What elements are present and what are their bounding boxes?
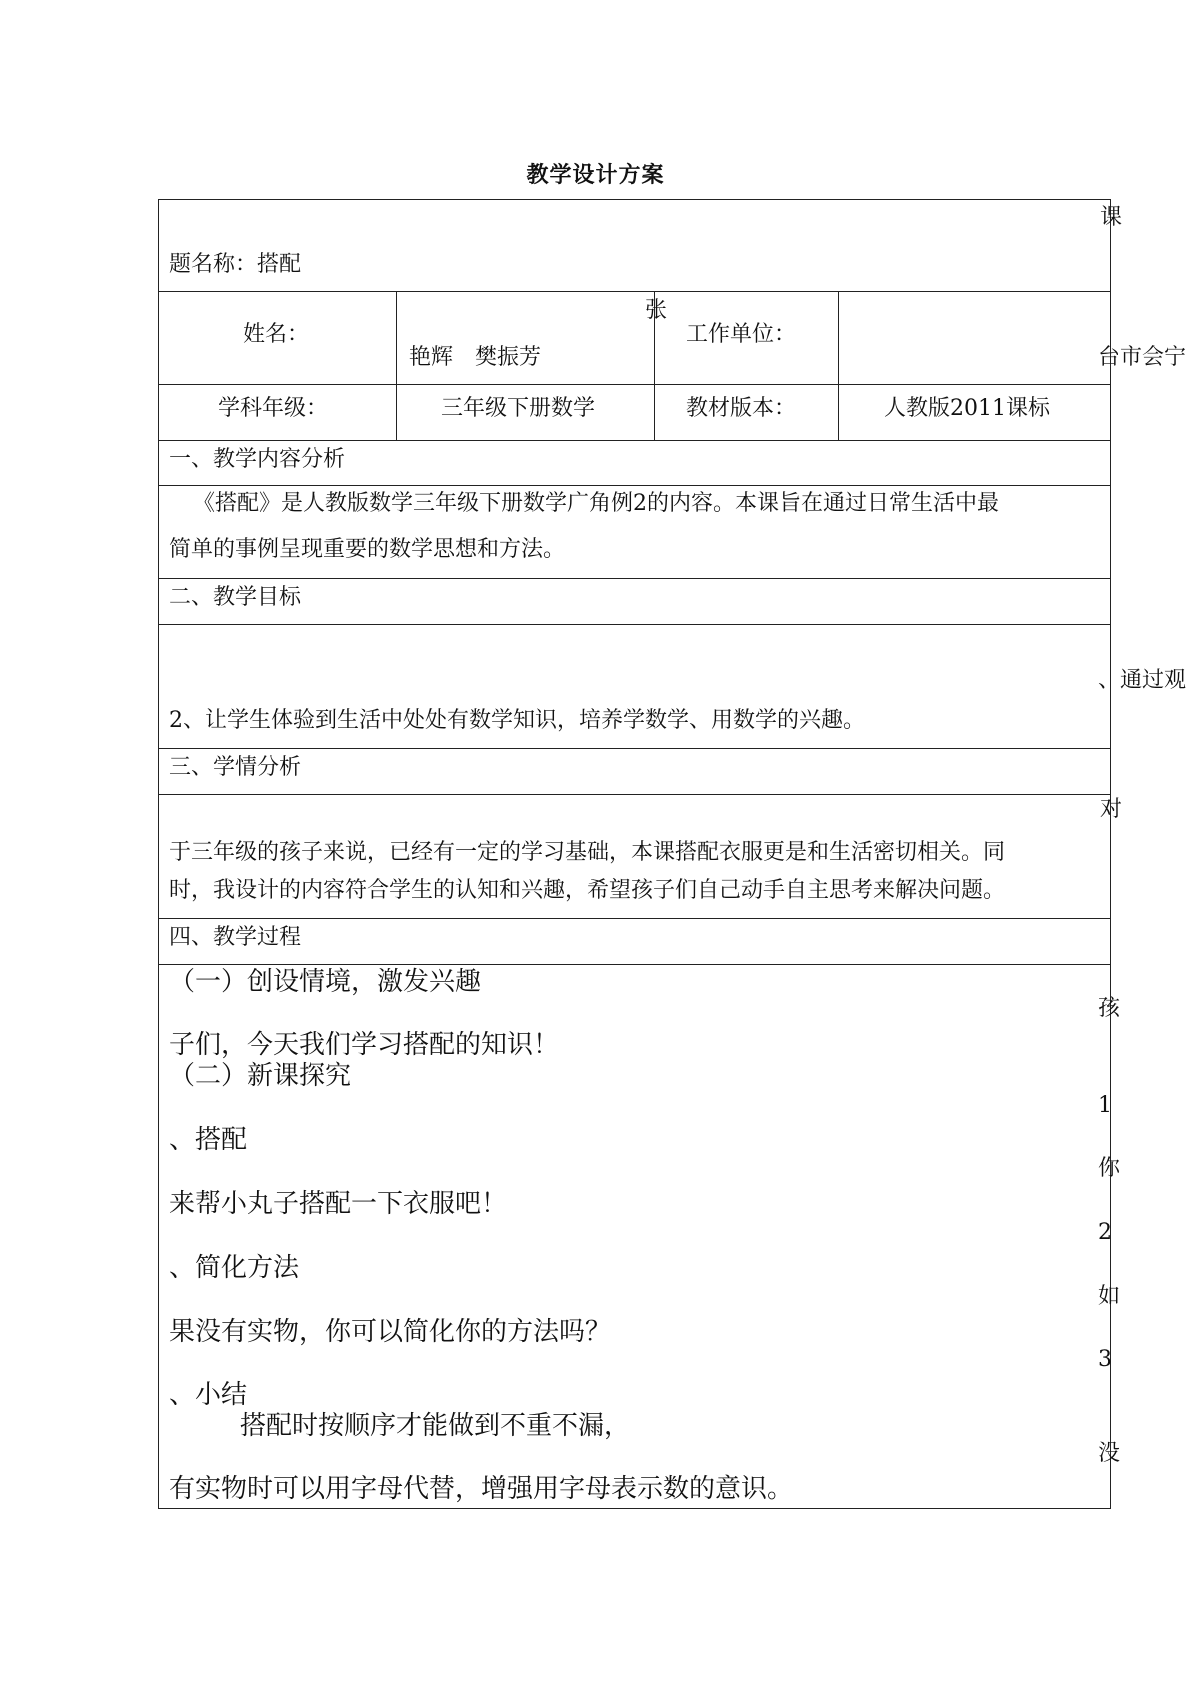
process-line: 来帮小丸子搭配一下衣服吧！ [169, 1189, 508, 1219]
process-line: 搭配时按顺序才能做到不重不漏， [240, 1411, 631, 1441]
process-line: （二）新课探究 [169, 1061, 352, 1091]
section-1-line: 简单的事例呈现重要的数学思想和方法。 [169, 537, 566, 562]
course-name: 题名称：搭配 [169, 252, 302, 277]
section-2-overflow: 、通过观 [1098, 668, 1187, 693]
section-1-line: 《搭配》是人教版数学三年级下册数学广角例2的内容。本课旨在通过日常生活中最 [193, 491, 999, 516]
margin-char: 孩 [1098, 996, 1121, 1021]
section-1-heading: 一、教学内容分析 [169, 447, 346, 472]
section-2-heading: 二、教学目标 [169, 585, 302, 610]
process-line: （一）创设情境，激发兴趣 [169, 967, 482, 997]
textbook-value: 人教版2011课标 [884, 396, 1050, 421]
name-value-char: 张 [645, 298, 668, 323]
subject-grade-value: 三年级下册数学 [441, 396, 596, 421]
column-rule [838, 291, 839, 440]
section-2-line: 2、让学生体验到生活中处处有数学知识，培养学数学、用数学的兴趣。 [169, 708, 865, 733]
margin-char: 如 [1098, 1284, 1121, 1309]
table-rule [158, 384, 1111, 385]
column-rule [396, 291, 397, 440]
section-3-line: 于三年级的孩子来说，已经有一定的学习基础，本课搭配衣服更是和生活密切相关。同 [169, 840, 1006, 865]
section-3-heading: 三、学情分析 [169, 755, 302, 780]
document-title: 教学设计方案 [526, 162, 665, 188]
table-rule [158, 748, 1111, 749]
margin-char: 3 [1098, 1347, 1112, 1372]
table-rule [158, 624, 1111, 625]
course-overflow-text: 课 [1100, 205, 1123, 230]
name-label: 姓名： [243, 322, 310, 347]
process-line: 、小结 [169, 1380, 248, 1410]
table-rule [158, 291, 1111, 292]
process-line: 有实物时可以用字母代替，增强用字母表示数的意识。 [169, 1474, 794, 1504]
table-rule [158, 964, 1111, 965]
margin-char: 你 [1098, 1156, 1121, 1181]
table-rule [158, 485, 1111, 486]
table-rule [158, 578, 1111, 579]
process-line: 子们，今天我们学习搭配的知识！ [169, 1030, 560, 1060]
work-unit-label: 工作单位： [686, 322, 797, 347]
table-rule [158, 794, 1111, 795]
process-line: 、简化方法 [169, 1253, 300, 1283]
process-line: 、搭配 [169, 1125, 248, 1155]
section-3-line: 时，我设计的内容符合学生的认知和兴趣，希望孩子们自己动手自主思考来解决问题。 [169, 878, 1006, 903]
margin-char: 2 [1098, 1220, 1112, 1245]
section-3-overflow: 对 [1100, 797, 1123, 822]
section-4-heading: 四、教学过程 [169, 925, 302, 950]
work-unit-overflow: 台市会宁 [1098, 345, 1187, 370]
name-value: 艳辉 樊振芳 [409, 345, 542, 370]
table-rule [158, 918, 1111, 919]
table-rule [158, 440, 1111, 441]
process-line: 果没有实物，你可以简化你的方法吗？ [169, 1317, 612, 1347]
subject-grade-label: 学科年级： [218, 396, 329, 421]
margin-char: 没 [1098, 1441, 1121, 1466]
textbook-label: 教材版本： [686, 396, 797, 421]
margin-char: 1 [1098, 1093, 1112, 1118]
